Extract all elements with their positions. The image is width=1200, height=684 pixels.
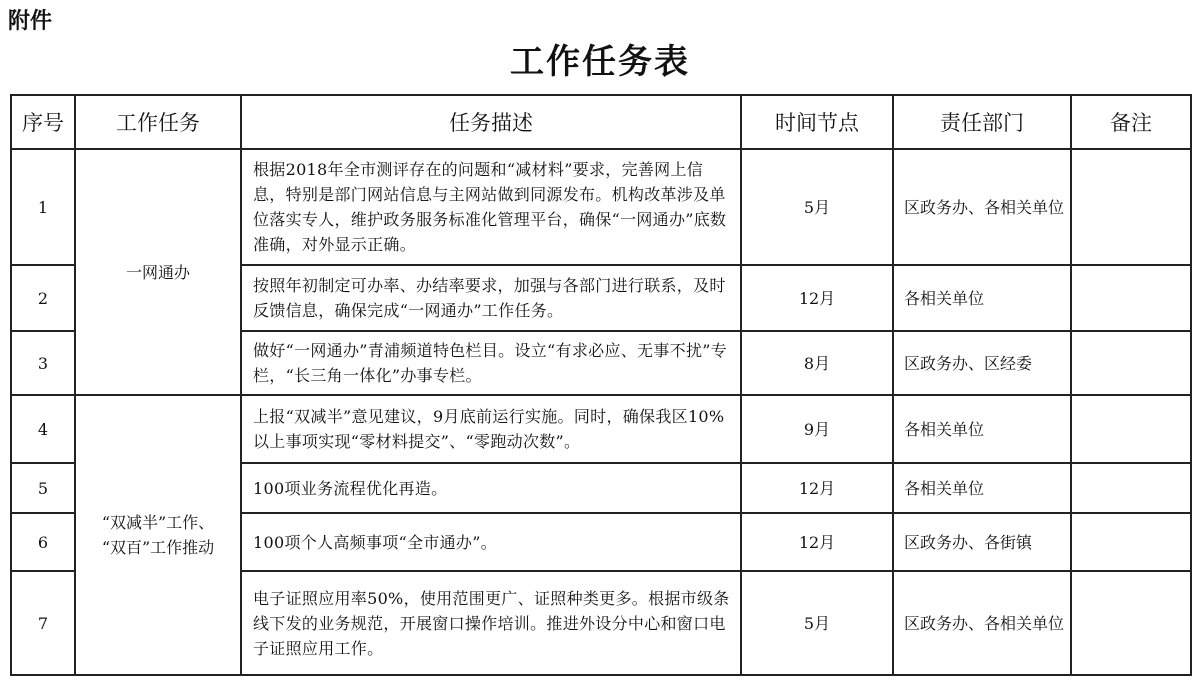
row-desc: 上报“双减半”意见建议，9月底前运行实施。同时，确保我区10%以上事项实现“零材料提交”、“零跑动次数”。 bbox=[241, 395, 741, 463]
row-note bbox=[1071, 571, 1191, 675]
row-dept: 区政务办、各相关单位 bbox=[893, 149, 1071, 265]
row-time: 9月 bbox=[741, 395, 893, 463]
task-group-line: “双百”工作推动 bbox=[101, 538, 215, 557]
row-time: 5月 bbox=[741, 571, 893, 675]
row-dept: 区政务办、区经委 bbox=[893, 331, 1071, 395]
header-desc: 任务描述 bbox=[241, 95, 741, 149]
header-note: 备注 bbox=[1071, 95, 1191, 149]
row-desc: 做好“一网通办”青浦频道特色栏目。设立“有求必应、无事不扰”专栏，“长三角一体化”办事专栏。 bbox=[241, 331, 741, 395]
row-desc: 按照年初制定可办率、办结率要求，加强与各部门进行联系，及时反馈信息，确保完成“一网通办”工作任务。 bbox=[241, 265, 741, 331]
row-time: 8月 bbox=[741, 331, 893, 395]
task-group-cell: 一网通办 bbox=[75, 149, 241, 395]
header-dept: 责任部门 bbox=[893, 95, 1071, 149]
row-dept: 区政务办、各相关单位 bbox=[893, 571, 1071, 675]
row-desc: 100项个人高频事项“全市通办”。 bbox=[241, 513, 741, 571]
row-time: 12月 bbox=[741, 463, 893, 513]
task-table bbox=[10, 94, 1192, 676]
row-time: 5月 bbox=[741, 149, 893, 265]
header-task: 工作任务 bbox=[75, 95, 241, 149]
task-group-cell bbox=[75, 395, 241, 675]
row-seq: 3 bbox=[11, 331, 75, 395]
row-note bbox=[1071, 331, 1191, 395]
row-desc: 根据2018年全市测评存在的问题和“减材料”要求，完善网上信息，特别是部门网站信息与主网站做到同源发布。机构改革涉及单位落实专人，维护政务服务标准化管理平台，确保“一网通办”底数准确，对外显示正确。 bbox=[241, 149, 741, 265]
row-seq: 7 bbox=[11, 571, 75, 675]
row-seq: 6 bbox=[11, 513, 75, 571]
row-seq: 1 bbox=[11, 149, 75, 265]
task-group-line: “双减半”工作、 bbox=[101, 513, 215, 532]
table-row bbox=[11, 395, 1191, 463]
row-dept: 区政务办、各街镇 bbox=[893, 513, 1071, 571]
row-dept: 各相关单位 bbox=[893, 463, 1071, 513]
row-note bbox=[1071, 265, 1191, 331]
row-desc: 100项业务流程优化再造。 bbox=[241, 463, 741, 513]
attachment-label: 附件 bbox=[8, 9, 53, 34]
row-seq: 5 bbox=[11, 463, 75, 513]
row-dept: 各相关单位 bbox=[893, 265, 1071, 331]
page-title: 工作任务表 bbox=[510, 42, 690, 82]
row-seq: 4 bbox=[11, 395, 75, 463]
row-time: 12月 bbox=[741, 513, 893, 571]
row-dept: 各相关单位 bbox=[893, 395, 1071, 463]
row-time: 12月 bbox=[741, 265, 893, 331]
table-header-row bbox=[11, 95, 1191, 149]
row-note bbox=[1071, 513, 1191, 571]
header-time: 时间节点 bbox=[741, 95, 893, 149]
row-note bbox=[1071, 463, 1191, 513]
header-seq: 序号 bbox=[11, 95, 75, 149]
row-seq: 2 bbox=[11, 265, 75, 331]
table-row bbox=[11, 149, 1191, 265]
row-desc: 电子证照应用率50%，使用范围更广、证照种类更多。根据市级条线下发的业务规范，开展窗口操作培训。推进外设分中心和窗口电子证照应用工作。 bbox=[241, 571, 741, 675]
row-note bbox=[1071, 149, 1191, 265]
row-note bbox=[1071, 395, 1191, 463]
